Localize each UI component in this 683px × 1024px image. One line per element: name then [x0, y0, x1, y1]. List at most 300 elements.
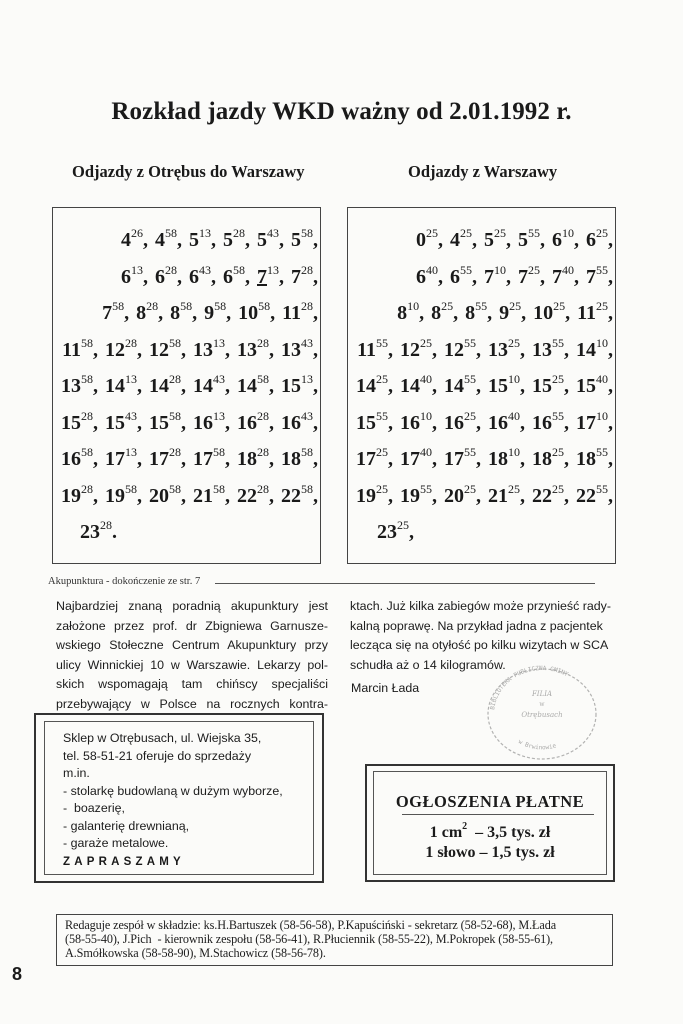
departure-time — [400, 332, 437, 369]
departure-time — [282, 295, 318, 332]
departure-minute: 43 — [301, 335, 313, 350]
departure-time — [400, 405, 437, 442]
time-separator: , — [487, 302, 493, 324]
departure-hour: 22 — [532, 484, 552, 507]
departure-hour: 6 — [155, 265, 165, 288]
time-separator: , — [177, 265, 182, 288]
departure-hour: 16 — [532, 411, 552, 434]
time-separator: , — [520, 484, 525, 507]
departure-time — [450, 259, 477, 296]
departure-time — [291, 259, 318, 296]
departure-minute: 28 — [100, 518, 112, 532]
time-separator: , — [211, 265, 216, 288]
departure-time — [576, 405, 613, 442]
departure-minute: 13 — [199, 226, 211, 240]
departure-time — [61, 405, 98, 442]
departure-time — [121, 259, 148, 296]
time-separator: , — [137, 338, 142, 361]
time-separator: , — [137, 411, 142, 434]
departure-minute: 25 — [464, 408, 476, 423]
time-separator: , — [472, 265, 477, 288]
departure-hour: 21 — [193, 484, 213, 507]
departure-minute: 58 — [213, 445, 225, 459]
departure-time — [257, 222, 284, 259]
departure-time — [450, 222, 477, 259]
departure-hour: 13 — [488, 338, 508, 361]
departure-minute: 25 — [376, 481, 388, 496]
departure-hour: 23 — [377, 521, 397, 543]
departure-hour: 8 — [170, 302, 181, 324]
departure-hour: 7 — [484, 265, 494, 288]
time-separator: , — [564, 411, 569, 434]
time-separator: , — [432, 484, 437, 507]
departure-hour: 11 — [62, 338, 81, 361]
time-separator: , — [93, 448, 98, 470]
departure-hour: 17 — [149, 448, 169, 470]
departure-hour: 6 — [189, 265, 199, 288]
departure-time — [444, 405, 481, 442]
shop-ad-line: - stolarkę budowlaną w dużym wyborze, — [63, 783, 283, 798]
departure-minute: 26 — [131, 226, 143, 240]
departure-time — [533, 295, 570, 332]
departure-time — [105, 332, 142, 369]
departure-hour: 11 — [577, 302, 596, 324]
departure-hour: 14 — [105, 375, 125, 397]
time-separator: , — [506, 265, 511, 288]
stamp-outer-text: BIBLIOTEKA PUBLICZNA GMINY — [489, 664, 570, 711]
departure-minute: 55 — [464, 445, 476, 459]
timetable-row — [356, 514, 615, 551]
departure-time — [532, 332, 569, 369]
departure-time — [193, 478, 230, 515]
departure-hour: 17 — [356, 448, 376, 470]
departure-minute: 58 — [233, 262, 245, 277]
time-separator: , — [608, 338, 613, 361]
article-line: Najbardziej znaną poradnią akupunktury jest — [56, 599, 328, 613]
departure-minute: 25 — [528, 262, 540, 277]
departure-minute: 58 — [169, 408, 181, 423]
timetable-row — [356, 478, 615, 515]
timetable-row — [61, 368, 320, 405]
shop-ad-line: - boazerię, — [63, 801, 125, 815]
time-separator: , — [313, 265, 318, 288]
departure-minute: 58 — [257, 372, 269, 386]
time-separator: , — [313, 375, 318, 397]
departure-time — [105, 441, 142, 478]
time-separator: , — [313, 302, 318, 324]
inbound-timetable-box — [347, 207, 616, 564]
departure-minute: 25 — [508, 335, 520, 350]
shop-ad-line: m.in. — [63, 766, 90, 780]
time-separator: , — [269, 448, 274, 470]
departure-hour: 14 — [237, 375, 257, 397]
time-separator: , — [211, 229, 216, 251]
departure-minute: 25 — [552, 481, 564, 496]
departure-hour: 5 — [189, 229, 199, 251]
time-separator: , — [476, 375, 481, 397]
departure-hour: 4 — [121, 229, 131, 251]
departure-time — [576, 332, 613, 369]
time-separator: , — [269, 411, 274, 434]
timetable-row — [61, 514, 320, 551]
departure-minute: 40 — [420, 372, 432, 386]
departure-hour: 17 — [400, 448, 420, 470]
time-separator: , — [608, 448, 613, 470]
departure-minute: 25 — [420, 335, 432, 350]
time-separator: , — [137, 484, 142, 507]
departure-hour: 15 — [576, 375, 596, 397]
article-line: kalną poprawę. Na przykład jadna z pacjentek — [350, 618, 603, 633]
departure-minute: 40 — [420, 445, 432, 459]
departure-minute: 28 — [81, 408, 93, 423]
departure-minute: 55 — [376, 408, 388, 423]
time-separator: , — [225, 338, 230, 361]
departure-hour: 14 — [444, 375, 464, 397]
time-separator: , — [388, 338, 393, 361]
departure-minute: 28 — [169, 372, 181, 386]
departure-time — [586, 222, 613, 259]
departure-minute: 10 — [494, 262, 506, 277]
time-separator: , — [225, 448, 230, 470]
time-separator: , — [225, 484, 230, 507]
shop-ad-line: - garaże metalowe. — [63, 836, 169, 850]
departure-minute: 43 — [267, 226, 279, 240]
inbound-times — [356, 222, 615, 551]
time-separator: , — [181, 411, 186, 434]
timetable-row — [61, 405, 320, 442]
departure-hour: 19 — [356, 484, 376, 507]
departure-minute: 10 — [407, 299, 420, 313]
time-separator: , — [419, 302, 425, 324]
time-separator: , — [181, 484, 186, 507]
time-separator: , — [608, 229, 613, 251]
time-separator: , — [245, 229, 250, 251]
departure-time — [356, 478, 393, 515]
departure-hour: 18 — [237, 448, 257, 470]
inbound-heading: Odjazdy z Warszawy — [408, 162, 558, 181]
departure-minute: 58 — [81, 445, 93, 459]
time-separator: , — [520, 338, 525, 361]
departure-hour: 17 — [576, 411, 596, 434]
time-separator: , — [181, 448, 186, 470]
departure-minute: 25 — [552, 445, 564, 459]
departure-hour: 16 — [400, 411, 420, 434]
departure-time — [576, 368, 613, 405]
departure-minute: 10 — [596, 408, 608, 423]
time-separator: , — [388, 484, 393, 507]
departure-minute: 58 — [165, 226, 177, 240]
departure-time — [444, 332, 481, 369]
departure-time — [576, 441, 613, 478]
departure-time — [488, 368, 525, 405]
stamp-line: FILIA — [531, 690, 553, 698]
departure-minute: 28 — [81, 481, 93, 496]
time-separator: , — [177, 229, 182, 251]
departure-time — [484, 222, 511, 259]
departure-time — [356, 441, 393, 478]
shop-ad-text — [63, 730, 283, 853]
time-separator: , — [93, 411, 98, 434]
departure-minute: 10 — [508, 372, 520, 386]
departure-time — [356, 368, 393, 405]
time-separator: , — [313, 448, 318, 470]
paid-ads-price-cm — [374, 821, 606, 842]
departure-time — [291, 222, 318, 259]
departure-minute: 28 — [146, 299, 159, 313]
timetable-row — [356, 441, 615, 478]
time-separator: , — [158, 302, 164, 324]
departure-minute: 13 — [213, 335, 225, 350]
departure-minute: 28 — [301, 262, 313, 277]
departure-minute: 25 — [494, 226, 506, 240]
departure-time — [102, 295, 129, 332]
departure-hour: 4 — [450, 229, 460, 251]
departure-time — [400, 478, 437, 515]
departure-minute: 28 — [257, 408, 269, 423]
timetable-row — [356, 259, 615, 296]
departure-hour: 6 — [450, 265, 460, 288]
departure-time — [499, 295, 526, 332]
outbound-heading: Odjazdy z Otrębus do Warszawy — [72, 162, 305, 181]
departure-minute: 55 — [596, 445, 608, 459]
article-continuation-label: Akupunktura - dokończenie ze str. 7 — [48, 576, 201, 587]
departure-minute: 43 — [125, 408, 137, 423]
time-separator: , — [506, 229, 511, 251]
departure-hour: 16 — [193, 411, 213, 434]
article-line: lecząca się na otyłość po kilku wizytach w SCA — [350, 638, 609, 652]
departure-hour: 23 — [80, 521, 100, 543]
departure-time — [377, 514, 414, 551]
departure-time — [416, 222, 443, 259]
timetable-row — [61, 441, 320, 478]
departure-hour: 11 — [282, 302, 301, 324]
time-separator: , — [476, 338, 481, 361]
departure-minute: 10 — [562, 226, 574, 240]
editors-line: (58-55-40), J.Pich - kierownik zespołu (58-56-41), R.Płuciennik (58-55-22), M.Pokropek (58-55-61), — [65, 932, 554, 946]
time-separator: , — [476, 484, 481, 507]
departure-minute: 10 — [508, 445, 520, 459]
departure-hour: 6 — [223, 265, 233, 288]
departure-time — [189, 259, 216, 296]
departure-time — [155, 259, 182, 296]
outbound-timetable-box — [52, 207, 321, 564]
departure-hour: 16 — [488, 411, 508, 434]
departure-hour: 7 — [518, 265, 528, 288]
departure-minute: 55 — [464, 335, 476, 350]
departure-time — [281, 405, 318, 442]
departure-hour: 8 — [431, 302, 442, 324]
departure-minute: 58 — [180, 299, 193, 313]
timetable-row — [61, 222, 320, 259]
departure-hour: 15 — [61, 411, 81, 434]
library-stamp — [486, 664, 598, 760]
time-separator: , — [269, 484, 274, 507]
paid-ads-title: OGŁOSZENIA PŁATNE — [395, 792, 585, 811]
departure-hour: 18 — [576, 448, 596, 470]
departure-time — [416, 259, 443, 296]
departure-time — [488, 332, 525, 369]
departure-time — [61, 368, 98, 405]
departure-time — [223, 222, 250, 259]
departure-minute: 13 — [301, 372, 313, 386]
departure-hour: 18 — [488, 448, 508, 470]
time-separator: , — [143, 229, 148, 251]
article-line: ktach. Już kilka zabiegów może przynieść rady- — [350, 599, 611, 613]
departure-minute: 55 — [376, 335, 388, 350]
time-separator: , — [608, 375, 613, 397]
departure-time — [189, 222, 216, 259]
departure-minute: 58 — [125, 481, 137, 496]
article-line: wskiego Stołeczne Centrum Akupunktury przy — [56, 638, 328, 652]
paid-ads-rule — [402, 814, 594, 815]
time-separator: , — [540, 229, 545, 251]
time-separator: , — [564, 484, 569, 507]
time-separator: , — [453, 302, 459, 324]
time-separator: , — [279, 229, 284, 251]
departure-minute: 58 — [81, 335, 93, 350]
time-separator: , — [181, 338, 186, 361]
timetable-row — [61, 332, 320, 369]
departure-time — [204, 295, 231, 332]
departure-time — [257, 259, 284, 296]
departure-hour: 7 — [257, 265, 267, 288]
departure-time — [237, 368, 274, 405]
departure-hour: 15 — [488, 375, 508, 397]
time-separator: , — [564, 375, 569, 397]
departure-hour: 19 — [61, 484, 81, 507]
time-separator: , — [137, 448, 142, 470]
time-separator: , — [388, 448, 393, 470]
time-separator: , — [270, 302, 276, 324]
departure-hour: 14 — [400, 375, 420, 397]
departure-hour: 8 — [136, 302, 147, 324]
departure-time — [532, 478, 569, 515]
departure-hour: 16 — [61, 448, 81, 470]
departure-hour: 7 — [552, 265, 562, 288]
departure-time — [281, 478, 318, 515]
departure-minute: 10 — [596, 335, 608, 350]
departure-hour: 8 — [397, 302, 408, 324]
time-separator: , — [574, 229, 579, 251]
departure-minute: 55 — [475, 299, 488, 313]
page-number: 8 — [12, 964, 23, 984]
departure-hour: 9 — [204, 302, 215, 324]
departure-minute: 58 — [112, 299, 125, 313]
departure-hour: 15 — [356, 411, 376, 434]
editorial-team-box — [56, 914, 613, 966]
shop-ad-line: tel. 58-51-21 oferuje do sprzedaży — [63, 748, 252, 763]
article-author: Marcin Łada — [351, 681, 420, 695]
timetable-row — [356, 295, 615, 332]
departure-hour: 15 — [105, 411, 125, 434]
departure-time — [400, 441, 437, 478]
time-separator: , — [564, 448, 569, 470]
departure-time — [397, 295, 424, 332]
departure-minute: 25 — [441, 299, 454, 313]
time-separator: , — [432, 338, 437, 361]
time-separator: , — [225, 411, 230, 434]
time-separator: , — [124, 302, 130, 324]
time-separator: , — [279, 265, 284, 288]
departure-time — [532, 441, 569, 478]
departure-minute: 55 — [552, 408, 564, 423]
departure-minute: 13 — [267, 262, 279, 277]
departure-minute: 25 — [397, 518, 409, 532]
departure-time — [237, 478, 274, 515]
time-separator: , — [143, 265, 148, 288]
departure-time — [576, 478, 613, 515]
departure-hour: 17 — [193, 448, 213, 470]
departure-hour: 15 — [149, 411, 169, 434]
departure-time — [149, 478, 186, 515]
departure-minute: 58 — [301, 226, 313, 240]
departure-time — [281, 332, 318, 369]
page-title: Rozkład jazdy WKD ważny od 2.01.1992 r. — [111, 98, 572, 125]
departure-hour: 20 — [444, 484, 464, 507]
time-separator: , — [520, 448, 525, 470]
departure-minute: 55 — [596, 262, 608, 277]
departure-hour: 7 — [102, 302, 113, 324]
departure-time — [488, 478, 525, 515]
departure-minute: 25 — [464, 481, 476, 496]
departure-hour: 16 — [281, 411, 301, 434]
departure-hour: 18 — [281, 448, 301, 470]
time-separator: , — [565, 302, 571, 324]
time-separator: , — [409, 521, 414, 543]
departure-time — [444, 368, 481, 405]
timetable-row — [61, 295, 320, 332]
paid-ads-price-word: 1 słowo – 1,5 tys. zł — [425, 844, 555, 861]
price-unit-exponent: 2 — [462, 821, 468, 832]
departure-time — [155, 222, 182, 259]
departure-time — [170, 295, 197, 332]
time-separator: , — [608, 265, 613, 288]
departure-minute: 43 — [199, 262, 211, 277]
departure-hour: 14 — [193, 375, 213, 397]
departure-minute: 28 — [233, 226, 245, 240]
time-separator: , — [520, 375, 525, 397]
departure-minute: 55 — [460, 262, 472, 277]
departure-minute: 58 — [214, 299, 227, 313]
stamp-bottom-text: w Brwinowie — [516, 738, 558, 752]
time-separator: , — [93, 375, 98, 397]
departure-minute: 25 — [552, 372, 564, 386]
departure-time — [80, 514, 117, 551]
departure-minute: 10 — [420, 408, 432, 423]
departure-hour: 13 — [281, 338, 301, 361]
stamp-line: Otrębusach — [521, 711, 563, 719]
article-line: skich wspomagają tam chińscy specjaliści — [56, 677, 328, 691]
departure-time — [552, 222, 579, 259]
departure-minute: 58 — [81, 372, 93, 386]
time-separator: , — [93, 484, 98, 507]
departure-minute: 55 — [552, 335, 564, 350]
departure-minute: 28 — [169, 445, 181, 459]
departure-hour: 6 — [416, 265, 426, 288]
departure-hour: 11 — [357, 338, 376, 361]
time-separator: , — [192, 302, 198, 324]
timetable-row — [356, 222, 615, 259]
departure-hour: 13 — [61, 375, 81, 397]
timetable-row — [61, 259, 320, 296]
timetable-row — [356, 368, 615, 405]
time-separator: , — [313, 229, 318, 251]
departure-minute: 55 — [596, 481, 608, 496]
departure-minute: 25 — [376, 445, 388, 459]
departure-time — [149, 405, 186, 442]
departure-minute: 28 — [257, 481, 269, 496]
editors-line: Redaguje zespół w składzie: ks.H.Bartuszek (58-56-58), P.Kapuściński - sekretarz (58-52-68), M.Łada — [65, 918, 557, 932]
